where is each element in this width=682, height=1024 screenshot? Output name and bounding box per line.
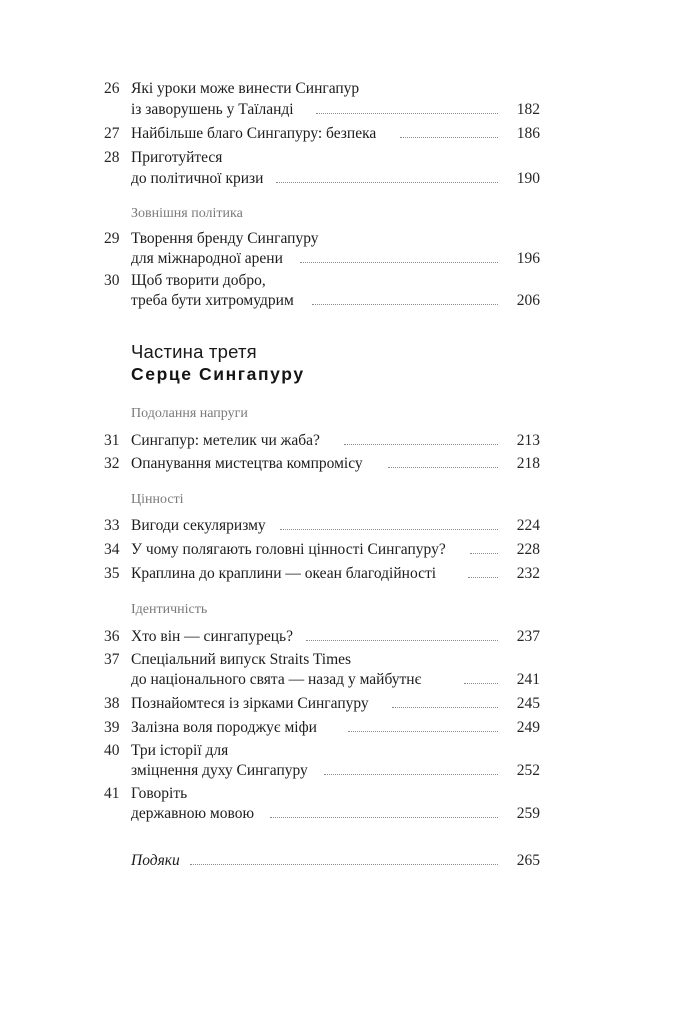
- entry-number: 40: [104, 742, 120, 759]
- leader-dots: [464, 683, 498, 684]
- entry-number: 35: [104, 565, 120, 582]
- entry-title: Приготуйтеся: [131, 149, 223, 166]
- leader-dots: [190, 864, 498, 865]
- entry-number: 34: [104, 541, 120, 558]
- entry-page: 249: [516, 719, 540, 736]
- entry-page: 265: [516, 852, 540, 869]
- entry-page: 241: [516, 671, 540, 688]
- entry-title: Спеціальний випуск Straits Times: [131, 651, 352, 668]
- entry-title: Познайомтеся із зірками Сингапуру: [131, 695, 369, 712]
- entry-title: Хто він — сингапурець?: [131, 628, 293, 645]
- entry-title: Щоб творити добро,: [131, 272, 266, 289]
- entry-title: Опанування мистецтва компромісу: [131, 455, 363, 472]
- entry-number: 33: [104, 517, 120, 534]
- entry-page: 206: [516, 292, 540, 309]
- entry-title: Краплина до краплини — океан благодійності: [131, 565, 437, 582]
- entry-number: 32: [104, 455, 120, 472]
- section-heading: Подолання напруги: [131, 406, 248, 421]
- part-title: Частина третя: [131, 341, 257, 362]
- entry-number: 27: [104, 125, 120, 142]
- entry-title-line2: для міжнародної арени: [131, 250, 283, 267]
- entry-page: 237: [516, 628, 540, 645]
- entry-title: Які уроки може винести Сингапур: [131, 80, 360, 97]
- entry-number: 38: [104, 695, 120, 712]
- leader-dots: [470, 553, 498, 554]
- section-heading: Ідентичність: [131, 602, 208, 617]
- leader-dots: [280, 529, 498, 530]
- acknowledgements-title: Подяки: [131, 852, 180, 869]
- entry-page: 186: [516, 125, 540, 142]
- leader-dots: [270, 817, 498, 818]
- leader-dots: [306, 640, 498, 641]
- entry-title: У чому полягають головні цінності Сингапуру?: [131, 541, 446, 558]
- entry-title-line2: до політичної кризи: [131, 170, 264, 187]
- entry-title: Сингапур: метелик чи жаба?: [131, 432, 320, 449]
- leader-dots: [312, 304, 498, 305]
- entry-number: 31: [104, 432, 120, 449]
- entry-title-line2: треба бути хитромудрим: [131, 292, 294, 309]
- section-heading: Зовнішня політика: [131, 206, 243, 221]
- entry-number: 28: [104, 149, 120, 166]
- entry-page: 259: [516, 805, 540, 822]
- entry-number: 39: [104, 719, 120, 736]
- leader-dots: [388, 467, 498, 468]
- entry-number: 37: [104, 651, 120, 668]
- entry-title: Найбільше благо Сингапуру: безпека: [131, 125, 377, 142]
- entry-number: 29: [104, 230, 120, 247]
- entry-number: 26: [104, 80, 120, 97]
- leader-dots: [348, 731, 498, 732]
- entry-page: 224: [516, 517, 540, 534]
- entry-title: Залізна воля породжує міфи: [131, 719, 317, 736]
- entry-page: 245: [516, 695, 540, 712]
- leader-dots: [392, 707, 498, 708]
- leader-dots: [324, 774, 498, 775]
- entry-title: Говоріть: [131, 785, 188, 802]
- entry-page: 213: [516, 432, 540, 449]
- entry-page: 218: [516, 455, 540, 472]
- leader-dots: [316, 113, 498, 114]
- entry-title-line2: зміцнення духу Сингапуру: [131, 762, 308, 779]
- entry-title: Вигоди секуляризму: [131, 517, 266, 534]
- entry-number: 36: [104, 628, 120, 645]
- entry-number: 41: [104, 785, 120, 802]
- entry-page: 252: [516, 762, 540, 779]
- leader-dots: [300, 262, 498, 263]
- leader-dots: [276, 182, 498, 183]
- entry-title-line2: до національного свята — назад у майбутнє: [131, 671, 422, 688]
- entry-page: 232: [516, 565, 540, 582]
- entry-page: 196: [516, 250, 540, 267]
- entry-page: 190: [516, 170, 540, 187]
- entry-title-line2: із заворушень у Таїланді: [131, 101, 294, 118]
- part-subtitle: Серце Сингапуру: [131, 364, 305, 384]
- entry-page: 228: [516, 541, 540, 558]
- entry-title: Творення бренду Сингапуру: [131, 230, 319, 247]
- entry-page: 182: [516, 101, 540, 118]
- entry-title-line2: державною мовою: [131, 805, 255, 822]
- entry-title: Три історії для: [131, 742, 229, 759]
- leader-dots: [468, 577, 498, 578]
- leader-dots: [400, 137, 498, 138]
- entry-number: 30: [104, 272, 120, 289]
- leader-dots: [344, 444, 498, 445]
- section-heading: Цінності: [131, 492, 184, 507]
